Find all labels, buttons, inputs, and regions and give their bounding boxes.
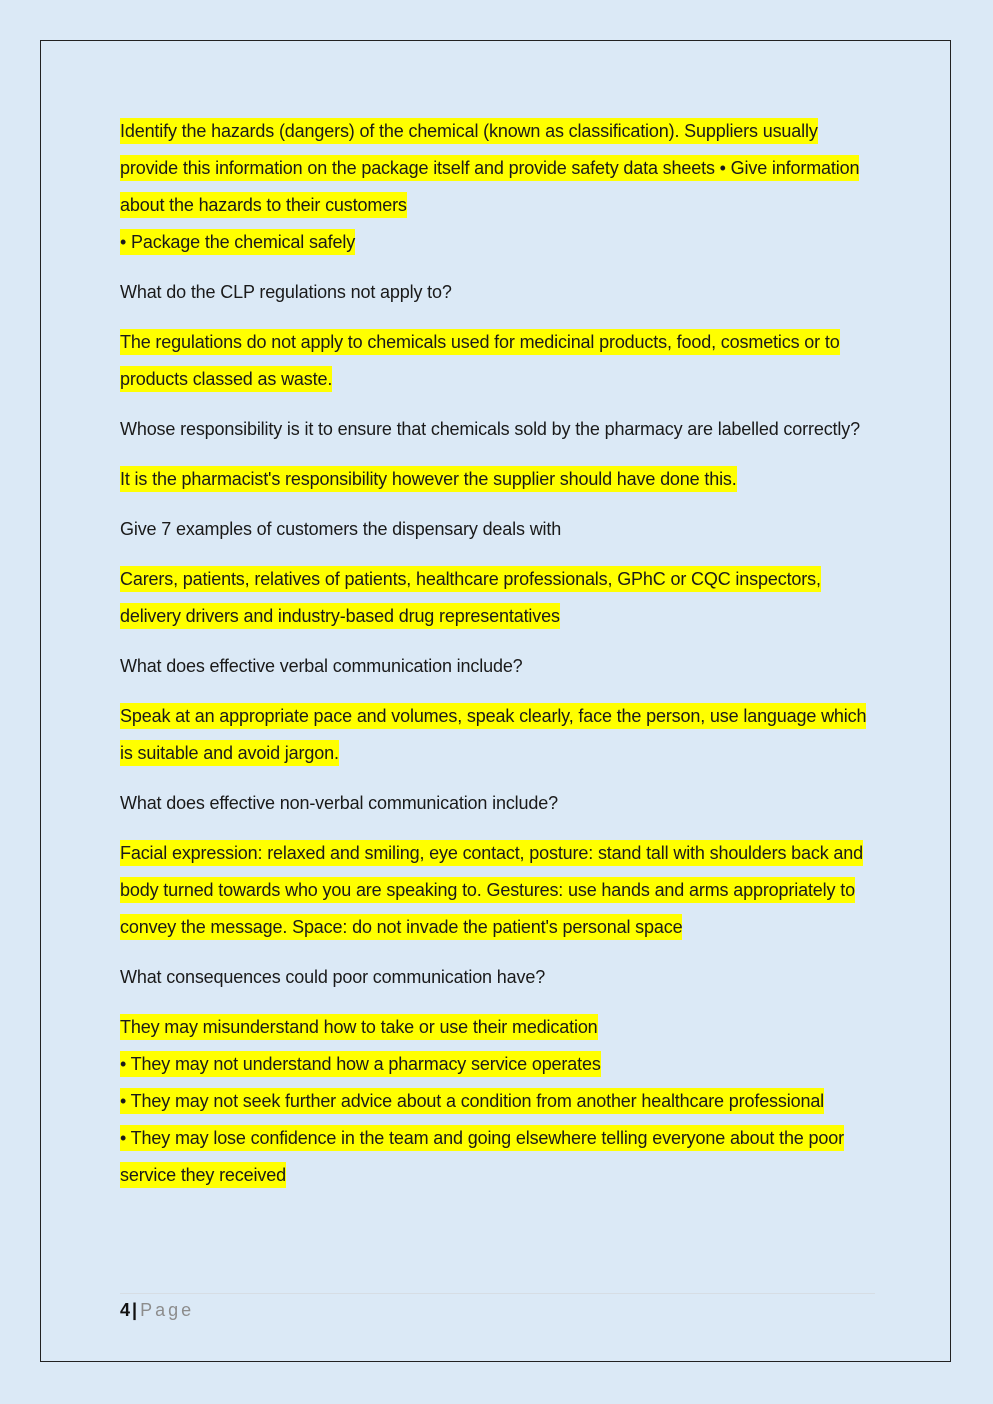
document-body (120, 113, 880, 1194)
highlighted-paragraph (120, 835, 880, 946)
question-paragraph (120, 274, 880, 311)
page-number: 4 (120, 1300, 131, 1320)
highlighted-paragraph (120, 1046, 880, 1083)
page-separator: | (132, 1300, 138, 1320)
question-paragraph (120, 411, 880, 448)
highlighted-paragraph (120, 1120, 880, 1194)
question-paragraph (120, 511, 880, 548)
paragraph-text: It is the pharmacist's responsibility however the supplier should have done this. (120, 466, 737, 492)
paragraph-text: Speak at an appropriate pace and volumes, speak clearly, face the person, use language which is suitable and avoid jargon. (120, 703, 866, 766)
paragraph-text: • They may not seek further advice about a condition from another healthcare professional (120, 1088, 824, 1114)
paragraph-text: The regulations do not apply to chemicals used for medicinal products, food, cosmetics or to products classed as waste. (120, 329, 840, 392)
highlighted-paragraph (120, 698, 880, 772)
page-footer (120, 1293, 875, 1322)
highlighted-paragraph (120, 113, 880, 224)
highlighted-paragraph (120, 1083, 880, 1120)
highlighted-paragraph (120, 561, 880, 635)
question-paragraph (120, 959, 880, 996)
paragraph-text: What consequences could poor communication have? (120, 967, 546, 987)
paragraph-text: Give 7 examples of customers the dispensary deals with (120, 519, 562, 539)
paragraph-text: What does effective verbal communication include? (120, 656, 523, 676)
paragraph-text: Identify the hazards (dangers) of the chemical (known as classification). Suppliers usually provide this information on the package itself and provide safety data sheets • Give information about the hazards to their customers (120, 118, 859, 218)
paragraph-text: What does effective non-verbal communication include? (120, 793, 558, 813)
question-paragraph (120, 648, 880, 685)
paragraph-text: What do the CLP regulations not apply to? (120, 282, 452, 302)
highlighted-paragraph (120, 324, 880, 398)
paragraph-text: • Package the chemical safely (120, 229, 355, 255)
paragraph-text: Whose responsibility is it to ensure that chemicals sold by the pharmacy are labelled correctly? (120, 419, 860, 439)
paragraph-text: • They may not understand how a pharmacy service operates (120, 1051, 601, 1077)
paragraph-text: Facial expression: relaxed and smiling, eye contact, posture: stand tall with shoulders back and body turned towards who you are speaking to. Gestures: use hands and arms appropriately to convey the message. Space: do not invade the patient's personal space (120, 840, 863, 940)
highlighted-paragraph (120, 1009, 880, 1046)
highlighted-paragraph (120, 224, 880, 261)
paragraph-text: • They may lose confidence in the team and going elsewhere telling everyone about the poor service they received (120, 1125, 844, 1188)
paragraph-text: They may misunderstand how to take or use their medication (120, 1014, 598, 1040)
highlighted-paragraph (120, 461, 880, 498)
page-label: Page (140, 1300, 195, 1320)
paragraph-text: Carers, patients, relatives of patients, healthcare professionals, GPhC or CQC inspectors, delivery drivers and industry-based drug representatives (120, 566, 821, 629)
question-paragraph (120, 785, 880, 822)
